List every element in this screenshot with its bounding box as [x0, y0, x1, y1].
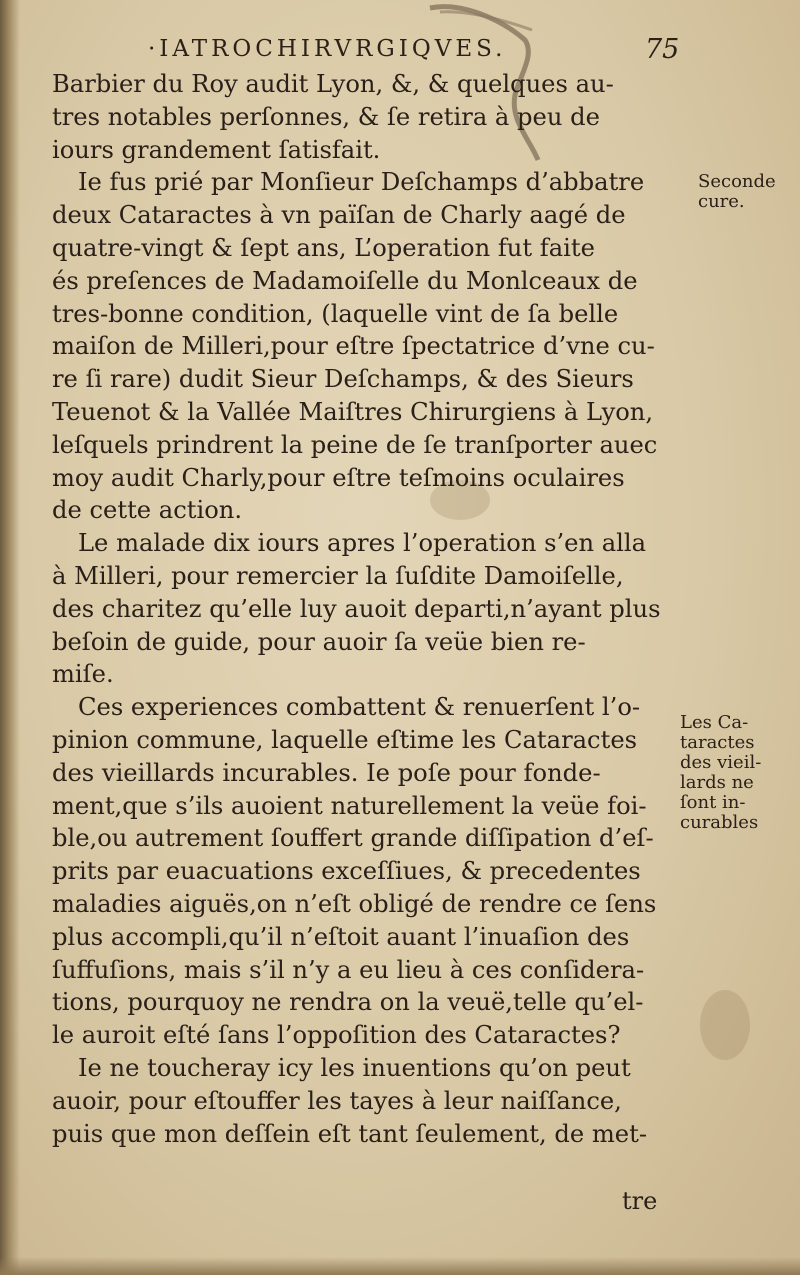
- text-line: le auroit eſté ſans l’oppoſition des Cataractes?: [52, 1021, 621, 1050]
- margin-note-line: lards ne: [680, 772, 754, 793]
- running-title: ·IATROCHIRVRGIQVES.: [148, 36, 507, 62]
- margin-note-line: taractes: [680, 732, 755, 753]
- body-text: [52, 68, 692, 1150]
- text-line: tions, pourquoy ne rendra on la veuë,telle qu’el-: [52, 988, 644, 1017]
- paper-stain: [700, 990, 750, 1060]
- margin-note-line: cure.: [698, 191, 745, 212]
- text-line: plus accompli,qu’il n’eſtoit auant l’inuaſion des: [52, 922, 630, 951]
- text-line: leſquels prindrent la peine de ſe tranſporter auec: [52, 430, 658, 459]
- text-line: re ſi rare) dudit Sieur Deſchamps, & des Sieurs: [52, 365, 634, 394]
- margin-note-line: curables: [680, 812, 759, 833]
- text-line: ſuffuſions, mais s’il n’y a eu lieu à ces conſidera-: [52, 955, 645, 984]
- text-line: moy audit Charly,pour eſtre teſmoins oculaires: [52, 463, 625, 492]
- text-line: des vieillards incurables. Ie poſe pour fonde-: [52, 758, 601, 787]
- text-line: prits par euacuations exceſſiues, & precedentes: [52, 857, 641, 886]
- text-line: auoir, pour eſtouffer les tayes à leur naiſſance,: [52, 1086, 622, 1115]
- text-line: Ie fus prié par Monſieur Deſchamps d’abbatre: [78, 168, 645, 197]
- margin-note-line: des vieil-: [680, 752, 762, 773]
- text-line: quatre-vingt & ſept ans, L’operation fut faite: [52, 233, 595, 262]
- text-line: iours grandement ſatisfait.: [52, 135, 381, 164]
- text-line: Teuenot & la Vallée Maiſtres Chirurgiens à Lyon,: [52, 397, 654, 426]
- text-line: des charitez qu’elle luy auoit departi,n’ayant plus: [52, 594, 661, 623]
- text-line: deux Cataractes à vn païſan de Charly aagé de: [52, 201, 626, 230]
- text-line: beſoin de guide, pour auoir ſa veüe bien re-: [52, 627, 586, 656]
- margin-note-line: ſont in-: [680, 792, 746, 813]
- text-line: maiſon de Milleri,pour eſtre ſpectatrice d’vne cu-: [52, 332, 655, 361]
- margin-note-cataractes: [680, 713, 761, 833]
- text-line: pinion commune, laquelle eſtime les Cataractes: [52, 725, 638, 754]
- text-line: ment,que s’ils auoient naturellement la veüe foi-: [52, 791, 647, 820]
- page-bottom-edge: [0, 1257, 800, 1275]
- text-line: Barbier du Roy audit Lyon, &, & quelques au-: [52, 70, 614, 98]
- page-number: 75: [645, 34, 680, 65]
- margin-note-seconde-cure: [698, 172, 776, 212]
- text-line: Ie ne toucheray icy les inuentions qu’on peut: [78, 1053, 631, 1082]
- text-line: maladies aiguës,on n’eſt obligé de rendre ce ſens: [52, 889, 657, 918]
- margin-note-line: Les Ca-: [680, 712, 749, 733]
- text-line: és preſences de Madamoiſelle du Monlceaux de: [52, 266, 638, 295]
- text-line: ble,ou autrement ſouffert grande diſſipation d’eſ-: [52, 824, 654, 853]
- text-line: à Milleri, pour remercier la ſuſdite Damoiſelle,: [52, 561, 624, 590]
- text-line: miſe.: [52, 660, 114, 689]
- text-line: tres-bonne condition, (laquelle vint de ſa belle: [52, 299, 619, 328]
- text-line: puis que mon deſſein eſt tant ſeulement, de met-: [52, 1119, 647, 1148]
- margin-note-line: Seconde: [698, 171, 776, 192]
- text-line: Ces experiences combattent & renuerſent l’o-: [78, 693, 641, 722]
- text-line: de cette action.: [52, 496, 243, 525]
- text-line: Le malade dix iours apres l’operation s’en alla: [78, 529, 647, 558]
- text-line: tres notables perſonnes, & ſe retira à peu de: [52, 102, 600, 131]
- page-gutter-shadow: [0, 0, 20, 1275]
- catchword: tre: [622, 1187, 658, 1215]
